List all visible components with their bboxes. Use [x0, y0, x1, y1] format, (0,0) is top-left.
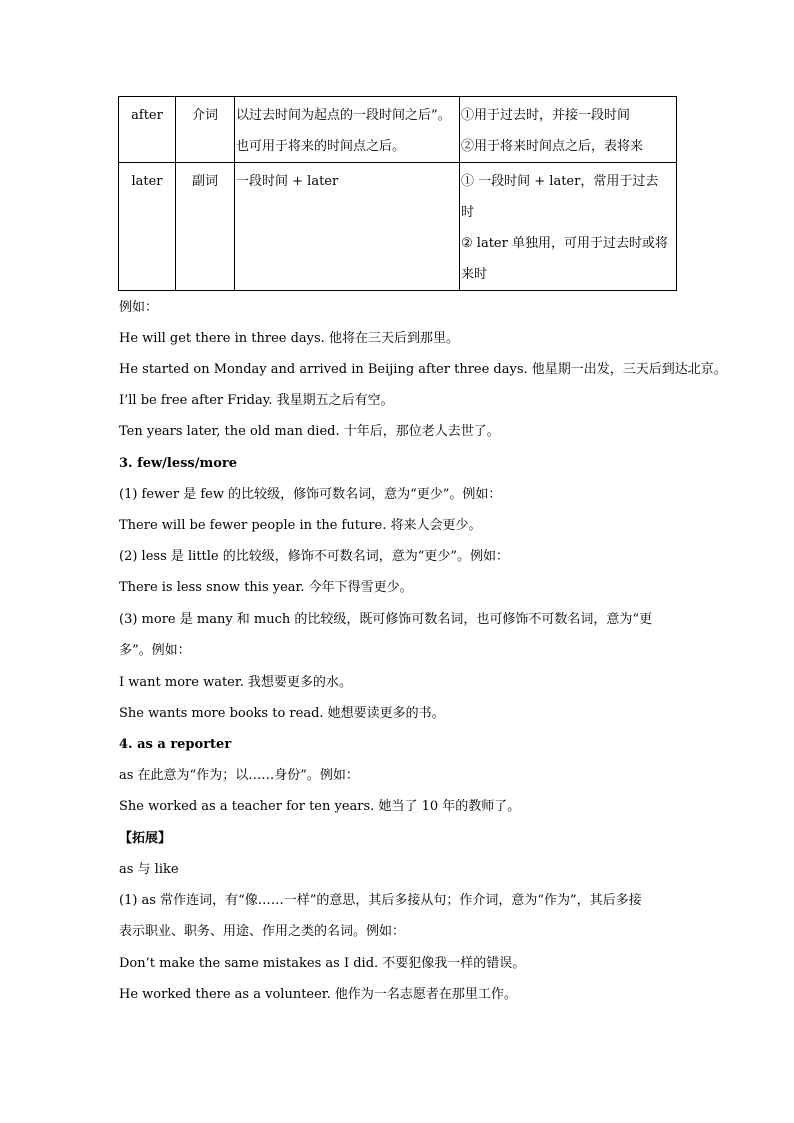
example-sentence: There is less snow this year. 今年下得雪更少。	[119, 580, 413, 595]
meaning-line: 也可用于将来的时间点之后。	[236, 139, 406, 154]
meaning-line: 以过去时间为起点的一段时间之后”。	[236, 108, 451, 123]
example-sentence: Don’t make the same mistakes as I did. 不要犯像我一样的错误。	[119, 956, 526, 971]
usage-line: ②用于将来时间点之后，表将来	[461, 139, 644, 154]
explanation-text: (3) more 是 many 和 much 的比较级，既可修饰可数名词，也可修饰不可数名词，意为“更	[119, 612, 653, 627]
example-sentence: He will get there in three days. 他将在三天后到那里。	[119, 331, 459, 346]
word-cell: after	[119, 97, 176, 163]
usage-line: 时	[461, 205, 475, 220]
example-heading: 例如：	[119, 300, 159, 315]
explanation-text: (1) fewer 是 few 的比较级，修饰可数名词，意为“更少”。例如：	[119, 487, 502, 502]
usage-line: ①用于过去时，并接一段时间	[461, 108, 631, 123]
table-row	[119, 97, 677, 163]
usage-line: 来时	[461, 267, 488, 282]
explanation-text: 多”。例如：	[119, 643, 191, 658]
example-sentence: I want more water. 我想要更多的水。	[119, 675, 352, 690]
meaning-line: 一段时间 + later	[236, 174, 339, 189]
explanation-text: (2) less 是 little 的比较级，修饰不可数名词，意为“更少”。例如：	[119, 549, 510, 564]
table-row	[119, 163, 677, 291]
usage-line: ② later 单独用，可用于过去时或将	[461, 236, 668, 251]
example-sentence: She wants more books to read. 她想要读更多的书。	[119, 706, 445, 721]
example-sentence: Ten years later, the old man died. 十年后，那位老人去世了。	[119, 424, 500, 439]
usage-line: ① 一段时间 + later，常用于过去	[461, 174, 659, 189]
usage-cell	[460, 163, 677, 291]
explanation-text: as 在此意为“作为；以……身份”。例如：	[119, 768, 359, 783]
part-of-speech-cell: 副词	[176, 163, 235, 291]
section-heading: 4. as a reporter	[119, 737, 232, 752]
example-sentence: There will be fewer people in the future. 将来人会更少。	[119, 518, 482, 533]
part-of-speech-cell: 介词	[176, 97, 235, 163]
subheading-text: as 与 like	[119, 862, 179, 877]
section-heading: 3. few/less/more	[119, 456, 238, 471]
explanation-text: 表示职业、职务、用途、作用之类的名词。例如：	[119, 924, 406, 939]
example-sentence: She worked as a teacher for ten years. 她当了 10 年的教师了。	[119, 799, 521, 814]
meaning-cell	[235, 163, 460, 291]
extension-heading: 【拓展】	[119, 831, 172, 846]
grammar-table	[118, 96, 677, 291]
example-sentence: He worked there as a volunteer. 他作为一名志愿者在那里工作。	[119, 987, 517, 1002]
usage-cell	[460, 97, 677, 163]
explanation-text: (1) as 常作连词，有“像……一样”的意思，其后多接从句；作介词，意为“作为”，其后多接	[119, 893, 642, 908]
word-cell: later	[119, 163, 176, 291]
example-sentence: He started on Monday and arrived in Beijing after three days. 他星期一出发，三天后到达北京。	[119, 362, 727, 377]
meaning-cell	[235, 97, 460, 163]
example-sentence: I’ll be free after Friday. 我星期五之后有空。	[119, 393, 394, 408]
